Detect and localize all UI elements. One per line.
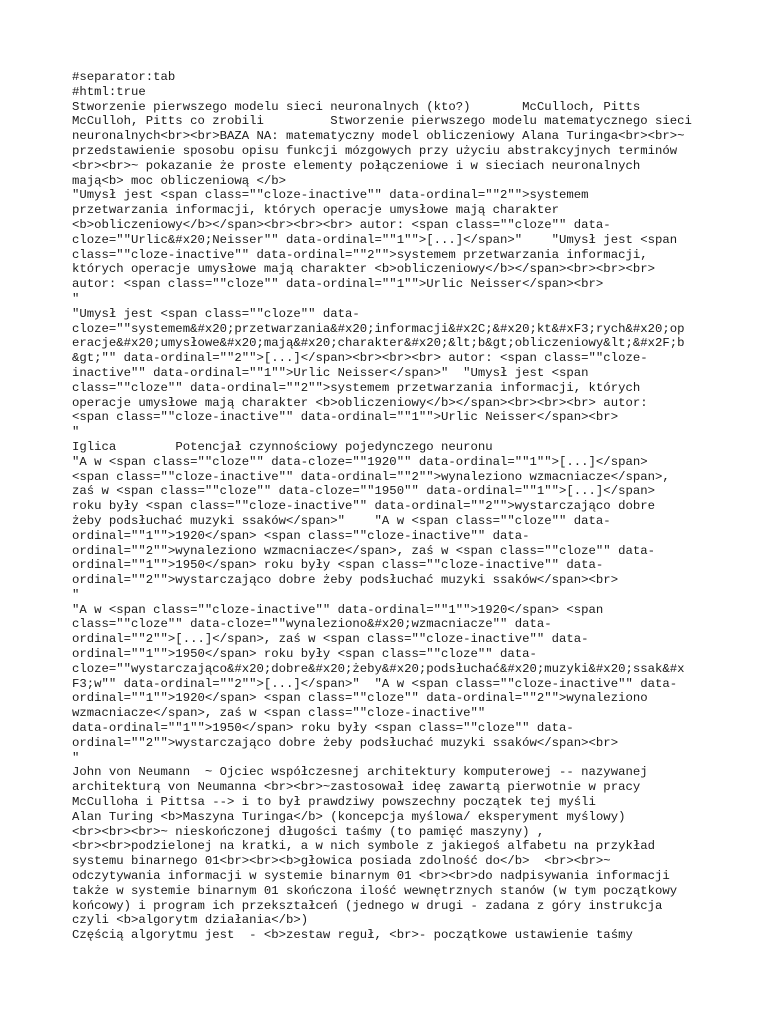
text-line: mają<b> moc obliczeniową </b> bbox=[72, 173, 287, 188]
text-line: McCulloh, Pitts co zrobili Stworzenie pierwszego modelu matematycznego sieci bbox=[72, 114, 692, 129]
text-line: architekturą von Neumanna <br><br>~zastosował ideę zawartą pierwotnie w pracy bbox=[72, 780, 641, 795]
text-line: #html:true bbox=[72, 84, 146, 99]
text-line: czyli <b>algorytm działania</b>) bbox=[72, 913, 309, 928]
text-line: roku były <span class=""cloze-inactive"" data-ordinal=""2"">wystarczająco dobre bbox=[72, 499, 655, 514]
text-line: autor: <span class=""cloze"" data-ordinal=""1"">Urlic Neisser</span><br> bbox=[72, 277, 604, 292]
text-line: zaś w <span class=""cloze"" data-cloze=""1950"" data-ordinal=""1"">[...]</span> bbox=[72, 484, 655, 499]
text-line: data-ordinal=""1"">1950</span> roku były <span class=""cloze"" data- bbox=[72, 721, 574, 736]
text-line: cloze=""systemem&#x20;przetwarzania&#x20;informacji&#x2C;&#x20;kt&#xF3;rych&#x20;op bbox=[72, 321, 685, 336]
text-line: class=""cloze-inactive"" data-ordinal=""2"">systemem przetwarzania informacji, bbox=[72, 247, 648, 262]
text-line: systemu binarnego 01<br><br><b>głowica posiada zdolność do</b> <br><br>~ bbox=[72, 854, 611, 869]
text-line: F3;w"" data-ordinal=""2"">[...]</span>" "A w <span class=""cloze-inactive"" data- bbox=[72, 676, 678, 691]
text-line: " bbox=[72, 291, 80, 306]
text-line: ordinal=""2"">wynaleziono wzmacniacze</span>, zaś w <span class=""cloze"" data- bbox=[72, 543, 655, 558]
document-text bbox=[72, 70, 700, 943]
text-line: odczytywania informacji w systemie binarnym 01 <br><br>do nadpisywania informacji bbox=[72, 869, 670, 884]
text-line: "A w <span class=""cloze-inactive"" data-ordinal=""1"">1920</span> <span bbox=[72, 602, 604, 617]
text-line: " bbox=[72, 587, 80, 602]
text-line: także w systemie binarnym 01 skończona ilość wewnętrznych stanów (w tym początkowy bbox=[72, 883, 678, 898]
text-line: żeby podsłuchać muzyki ssaków</span>" "A w <span class=""cloze"" data- bbox=[72, 513, 611, 528]
text-line: " bbox=[72, 425, 80, 440]
text-line: <br><br><br>~ nieskończonej długości taśmy (to pamięć maszyny) , bbox=[72, 824, 545, 839]
text-line: ordinal=""2"">wystarczająco dobre żeby podsłuchać muzyki ssaków</span><br> bbox=[72, 735, 619, 750]
text-line: ordinal=""2"">wystarczająco dobre żeby podsłuchać muzyki ssaków</span><br> bbox=[72, 573, 619, 588]
text-line: inactive"" data-ordinal=""1"">Urlic Neisser</span>" "Umysł jest <span bbox=[72, 365, 589, 380]
text-line: przetwarzania informacji, których operacje umysłowe mają charakter bbox=[72, 203, 560, 218]
text-line: #separator:tab bbox=[72, 70, 176, 84]
text-line: operacje umysłowe mają charakter <b>obliczeniowy</b></span><br><br><br> autor: bbox=[72, 395, 648, 410]
text-line: neuronalnych<br><br>BAZA NA: matematyczny model obliczeniowy Alana Turinga<br><br>~ bbox=[72, 129, 685, 144]
text-line: ordinal=""1"">1920</span> <span class=""cloze"" data-ordinal=""2"">wynaleziono bbox=[72, 691, 648, 706]
text-line: przedstawienie sposobu opisu funkcji mózgowych przy użyciu abstrakcyjnych terminów bbox=[72, 143, 678, 158]
text-line: ordinal=""2"">[...]</span>, zaś w <span class=""cloze-inactive"" data- bbox=[72, 632, 589, 647]
text-line: class=""cloze"" data-cloze=""wynaleziono&#x20;wzmacniacze"" data- bbox=[72, 617, 552, 632]
text-line: Alan Turing <b>Maszyna Turinga</b> (koncepcja myślowa/ eksperyment myślowy) bbox=[72, 809, 626, 824]
text-line: cloze=""wystarczająco&#x20;dobre&#x20;żeby&#x20;podsłuchać&#x20;muzyki&#x20;ssak&#x bbox=[72, 661, 685, 676]
document-page bbox=[72, 70, 700, 943]
text-line: ordinal=""1"">1920</span> <span class=""cloze-inactive"" data- bbox=[72, 528, 530, 543]
text-line: ordinal=""1"">1950</span> roku były <span class=""cloze"" data- bbox=[72, 647, 537, 662]
text-line: końcowy) i program ich przekształceń (jednego w drugi - zadana z góry instrukcja bbox=[72, 898, 663, 913]
text-line: McCulloha i Pittsa --> i to był prawdziwy powszechny początek tej myśli bbox=[72, 795, 596, 810]
text-line: <b>obliczeniowy</b></span><br><br><br> autor: <span class=""cloze"" data- bbox=[72, 217, 611, 232]
text-line: "Umysł jest <span class=""cloze-inactive"" data-ordinal=""2"">systemem bbox=[72, 188, 589, 203]
text-line: <br><br>~ pokazanie że proste elementy połączeniowe i w sieciach neuronalnych bbox=[72, 158, 641, 173]
text-line: <br><br>podzielonej na kratki, a w nich symbole z jakiegoś alfabetu na przykład bbox=[72, 839, 655, 854]
text-line: "A w <span class=""cloze"" data-cloze=""1920"" data-ordinal=""1"">[...]</span> bbox=[72, 454, 648, 469]
text-line: Iglica Potencjał czynnościowy pojedynczego neuronu bbox=[72, 439, 493, 454]
text-line: class=""cloze"" data-ordinal=""2"">systemem przetwarzania informacji, których bbox=[72, 380, 641, 395]
text-line: &gt;"" data-ordinal=""2"">[...]</span><br><br><br> autor: <span class=""cloze- bbox=[72, 351, 648, 366]
text-line: <span class=""cloze-inactive"" data-ordinal=""2"">wynaleziono wzmacniacze</span>, bbox=[72, 469, 670, 484]
text-line: " bbox=[72, 750, 80, 765]
text-line: "Umysł jest <span class=""cloze"" data- bbox=[72, 306, 360, 321]
text-line: Stworzenie pierwszego modelu sieci neuronalnych (kto?) McCulloch, Pitts bbox=[72, 99, 641, 114]
text-line: <span class=""cloze-inactive"" data-ordinal=""1"">Urlic Neisser</span><br> bbox=[72, 410, 619, 425]
text-line: John von Neumann ~ Ojciec współczesnej architektury komputerowej -- nazywanej bbox=[72, 765, 648, 780]
text-line: cloze=""Urlic&#x20;Neisser"" data-ordinal=""1"">[...]</span>" "Umysł jest <span bbox=[72, 232, 678, 247]
text-line: których operacje umysłowe mają charakter <b>obliczeniowy</b></span><br><br><br> bbox=[72, 262, 655, 277]
text-line: ordinal=""1"">1950</span> roku były <span class=""cloze-inactive"" data- bbox=[72, 558, 604, 573]
text-line: Częścią algorytmu jest - <b>zestaw reguł, <br>- początkowe ustawienie taśmy bbox=[72, 928, 633, 943]
text-line: wzmacniacze</span>, zaś w <span class=""cloze-inactive"" bbox=[72, 706, 486, 721]
text-line: eracje&#x20;umysłowe&#x20;mają&#x20;charakter&#x20;&lt;b&gt;obliczeniowy&lt;&#x2F;b bbox=[72, 336, 685, 351]
